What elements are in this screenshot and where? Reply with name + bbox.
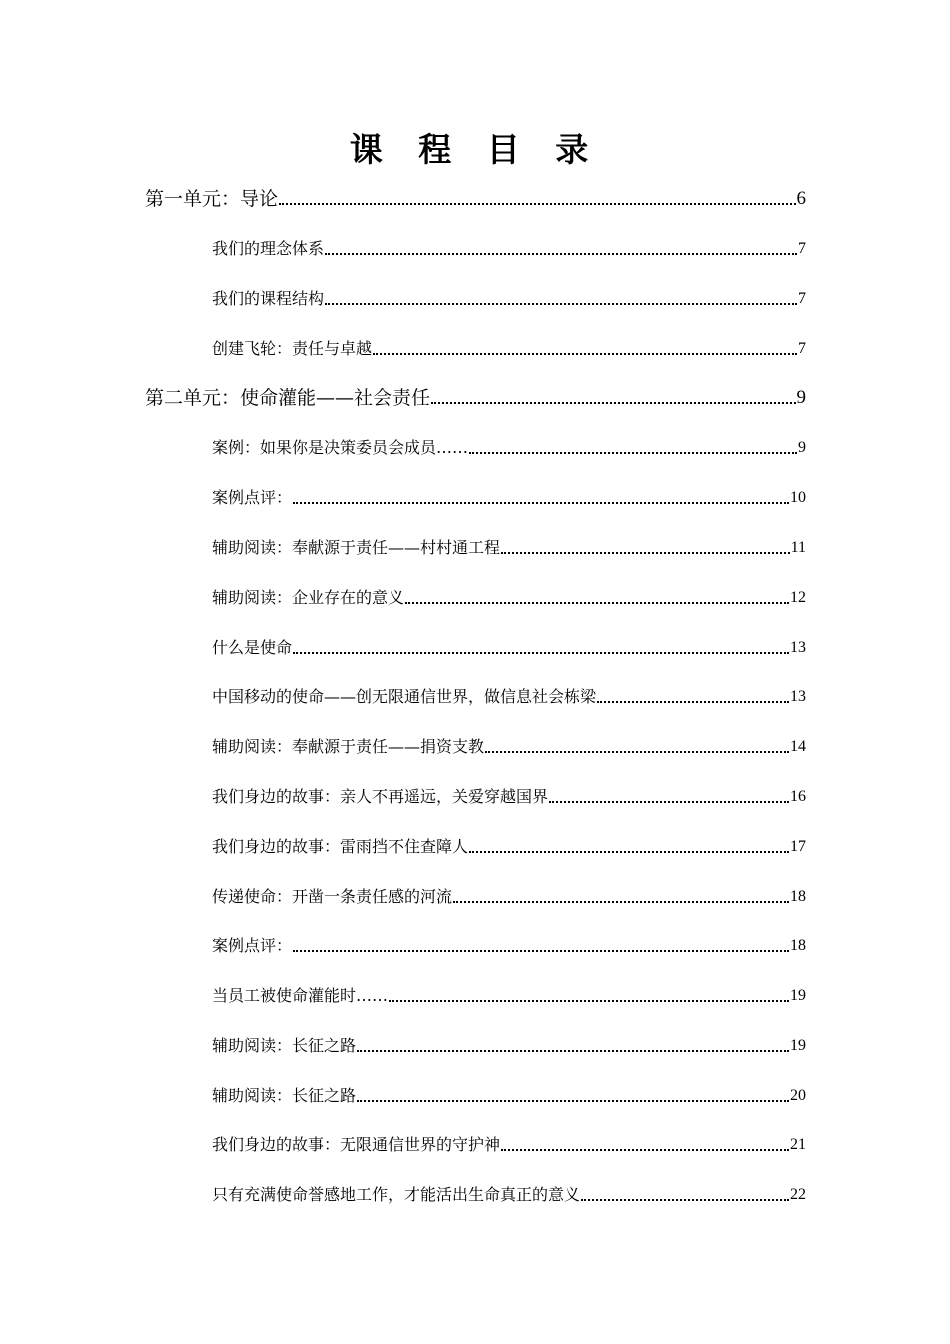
- toc-entry[interactable]: [212, 985, 806, 1007]
- toc-entry[interactable]: [212, 587, 806, 609]
- toc-entry-label: 我们身边的故事：无限通信世界的守护神: [212, 1135, 501, 1154]
- toc-entry-label: 案例：如果你是决策委员会成员……: [212, 438, 469, 457]
- toc-entry-page: 7: [798, 240, 806, 257]
- toc-entry[interactable]: [212, 886, 806, 908]
- toc-dot-leader: [501, 551, 790, 554]
- toc-dot-leader: [485, 750, 789, 753]
- toc-entry-page: 19: [790, 1037, 806, 1054]
- toc-dot-leader: [549, 800, 789, 803]
- toc-dot-leader: [279, 202, 795, 205]
- toc-dot-leader: [389, 999, 789, 1002]
- toc-entry-label: 我们的课程结构: [212, 289, 325, 308]
- toc-entry-label: 案例点评：: [212, 936, 293, 955]
- toc-entry-page: 22: [790, 1186, 806, 1203]
- toc-dot-leader: [469, 850, 789, 853]
- toc-entry-label: 第二单元：使命灌能——社会责任: [145, 387, 431, 409]
- toc-entry[interactable]: [212, 1184, 806, 1206]
- toc-dot-leader: [293, 501, 789, 504]
- toc-dot-leader: [453, 900, 789, 903]
- toc-dot-leader: [581, 1198, 789, 1201]
- toc-entry-page: 18: [790, 937, 806, 954]
- toc-entry-page: 13: [790, 688, 806, 705]
- toc-dot-leader: [325, 302, 797, 305]
- toc-entry[interactable]: [145, 385, 806, 411]
- toc-entry[interactable]: [145, 186, 806, 212]
- toc-entry-page: 20: [790, 1087, 806, 1104]
- toc-entry[interactable]: [212, 786, 806, 808]
- toc-dot-leader: [293, 949, 789, 952]
- toc-entry[interactable]: [212, 487, 806, 509]
- toc-dot-leader: [357, 1099, 789, 1102]
- toc-dot-leader: [373, 352, 797, 355]
- toc-entry[interactable]: [212, 1134, 806, 1156]
- toc-dot-leader: [501, 1148, 789, 1151]
- toc-entry[interactable]: [212, 836, 806, 858]
- toc-dot-leader: [469, 451, 797, 454]
- toc-entry[interactable]: [212, 537, 806, 559]
- toc-entry-page: 13: [790, 639, 806, 656]
- toc-entry-label: 当员工被使命灌能时……: [212, 986, 389, 1005]
- toc-dot-leader: [357, 1049, 789, 1052]
- toc-entry[interactable]: [212, 338, 806, 360]
- toc-entry-page: 10: [790, 489, 806, 506]
- toc-entry-page: 7: [798, 290, 806, 307]
- toc-entry-page: 19: [790, 987, 806, 1004]
- toc-entry-label: 我们的理念体系: [212, 239, 325, 258]
- toc-entry-label: 辅助阅读：企业存在的意义: [212, 588, 405, 607]
- toc-entry-label: 创建飞轮：责任与卓越: [212, 339, 373, 358]
- toc-entry-label: 案例点评：: [212, 488, 293, 507]
- toc-entry-page: 11: [790, 539, 806, 556]
- toc-entry[interactable]: [212, 1035, 806, 1057]
- toc-entry-label: 我们身边的故事：雷雨挡不住查障人: [212, 837, 469, 856]
- toc-entry-label: 只有充满使命誉感地工作，才能活出生命真正的意义: [212, 1185, 581, 1204]
- toc-entry[interactable]: [212, 437, 806, 459]
- toc-entry-page: 18: [790, 888, 806, 905]
- page-title: 课 程 目 录: [349, 130, 601, 169]
- toc-entry[interactable]: [212, 736, 806, 758]
- toc-entry-page: 14: [790, 738, 806, 755]
- toc-entry[interactable]: [212, 238, 806, 260]
- toc-entry-label: 我们身边的故事：亲人不再遥远，关爱穿越国界: [212, 787, 549, 806]
- toc-entry[interactable]: [212, 288, 806, 310]
- toc-entry-label: 中国移动的使命——创无限通信世界，做信息社会栋梁: [212, 687, 597, 706]
- toc-dot-leader: [597, 700, 789, 703]
- toc-dot-leader: [325, 252, 797, 255]
- toc-entry[interactable]: [212, 637, 806, 659]
- toc-entry-label: 辅助阅读：奉献源于责任——村村通工程: [212, 538, 501, 557]
- toc-dot-leader: [293, 651, 789, 654]
- toc-entry-page: 9: [796, 387, 806, 408]
- toc-entry-label: 辅助阅读：长征之路: [212, 1086, 357, 1105]
- toc-entry-label: 辅助阅读：奉献源于责任——捐资支教: [212, 737, 485, 756]
- toc-entry-label: 传递使命：开凿一条责任感的河流: [212, 887, 453, 906]
- toc-entry[interactable]: [212, 686, 806, 708]
- toc-entry-page: 21: [790, 1136, 806, 1153]
- toc-entry[interactable]: [212, 935, 806, 957]
- toc-entry-page: 16: [790, 788, 806, 805]
- toc-entry-label: 辅助阅读：长征之路: [212, 1036, 357, 1055]
- toc-entry-page: 7: [798, 340, 806, 357]
- toc-entry-page: 12: [790, 589, 806, 606]
- toc-entry-page: 6: [796, 188, 806, 209]
- toc-entry[interactable]: [212, 1085, 806, 1107]
- toc-entry-page: 17: [790, 838, 806, 855]
- toc-dot-leader: [405, 601, 789, 604]
- toc-entry-label: 第一单元：导论: [145, 188, 279, 210]
- toc-entry-label: 什么是使命: [212, 638, 293, 657]
- toc-dot-leader: [431, 401, 795, 404]
- toc-entry-page: 9: [798, 439, 806, 456]
